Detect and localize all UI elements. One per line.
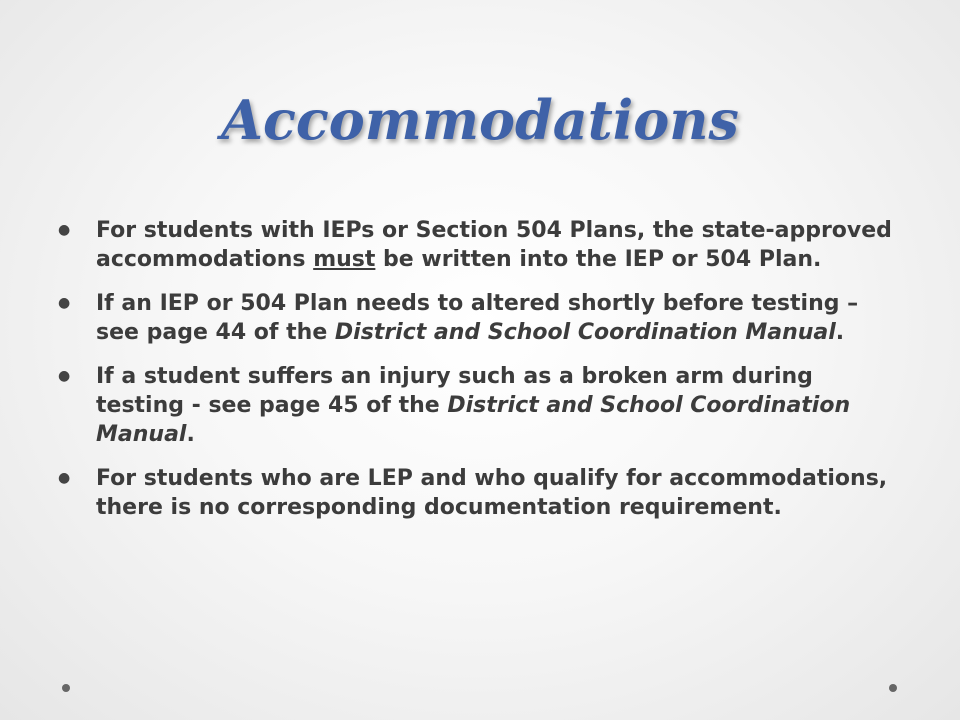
bullet-dot-icon: ● [58, 222, 71, 238]
bullet-dot-icon: ● [58, 368, 71, 384]
bullet-dot-icon: ● [58, 470, 71, 486]
bullet-underlined-text: must [313, 247, 376, 272]
bullet-italic-text: District and School Coordination Manual [334, 320, 836, 345]
bullet-item [56, 289, 896, 347]
slide-title: Accommodations [221, 88, 739, 152]
corner-dot-decoration [62, 684, 70, 692]
bullet-item [56, 464, 896, 522]
bullet-text: . [835, 320, 845, 345]
corner-dot-decoration [889, 684, 897, 692]
bullet-text: If a student suffers an injury such as a broken arm during testing - see page 45 of the [96, 364, 813, 418]
bullet-item [56, 362, 896, 449]
bullet-list [56, 216, 896, 537]
bullet-dot-icon: ● [58, 295, 71, 311]
bullet-text: For students with IEPs or Section 504 Plans, the state-approved accommodations [96, 218, 892, 272]
bullet-text: be written into the IEP or 504 Plan. [375, 247, 822, 272]
bullet-text: . [186, 422, 195, 447]
bullet-text: For students who are LEP and who qualify for accommodations, there is no corresponding documentation requirement. [96, 466, 888, 520]
bullet-item [56, 216, 896, 274]
bullet-italic-text: District and School Coordination Manual [96, 393, 851, 447]
bullet-text: If an IEP or 504 Plan needs to altered shortly before testing – see page 44 of the [96, 291, 859, 345]
